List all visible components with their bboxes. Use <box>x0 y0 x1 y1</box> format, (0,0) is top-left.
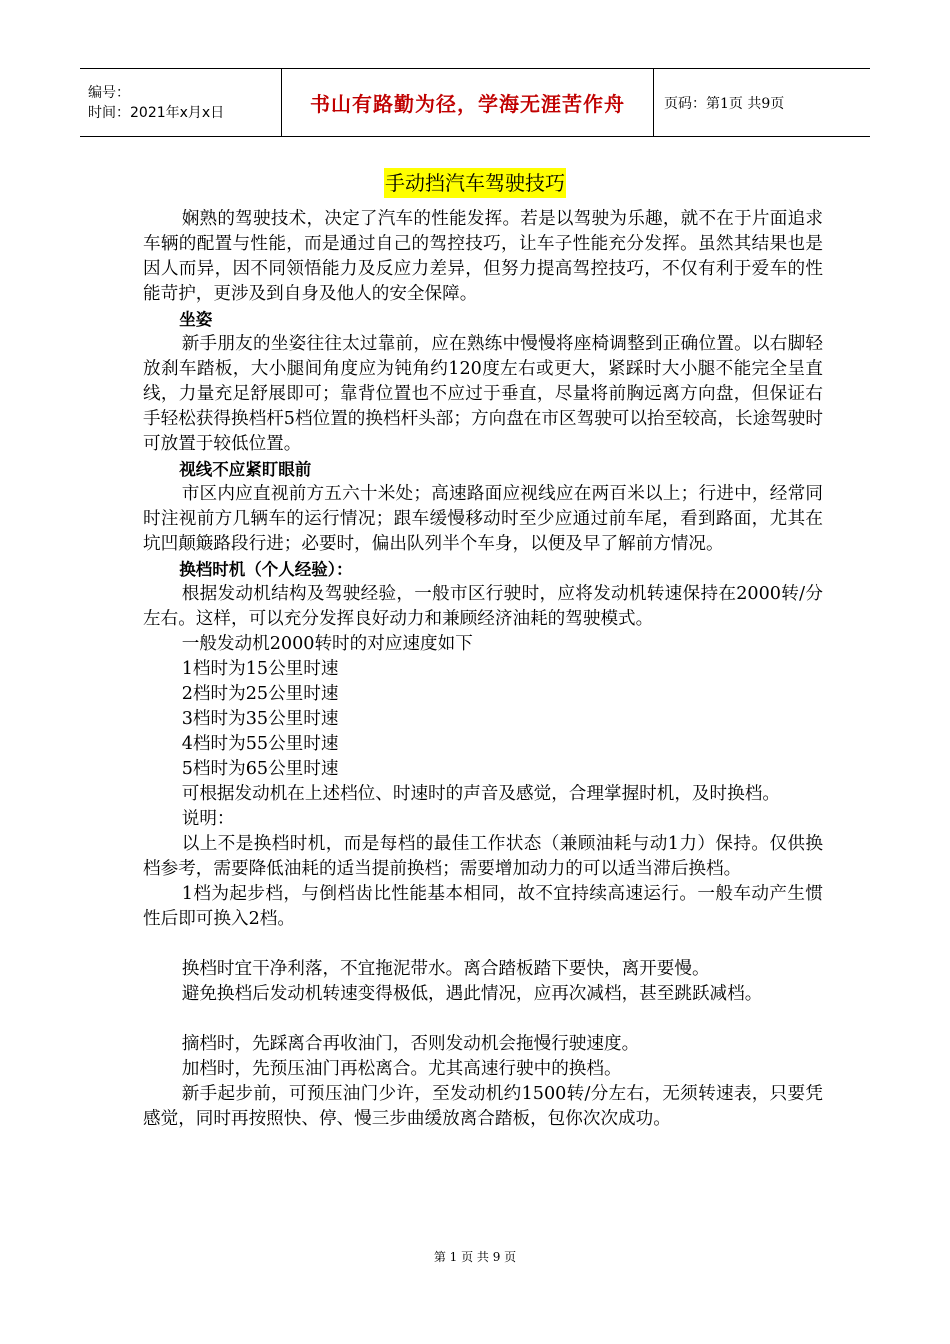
page-footer: 第 1 页 共 9 页 <box>433 1250 517 1264</box>
paragraph: 根据发动机结构及驾驶经验，一般市区行驶时，应将发动机转速保持在2000转/分左右。这样，可以充分发挥良好动力和兼顾经济油耗的驾驶模式。 <box>143 584 823 629</box>
blank-line <box>143 1007 823 1032</box>
document-time: 时间：2021年x月x日 <box>88 104 225 121</box>
paragraph: 换档时宜干净利落，不宜拖泥带水。离合踏板踏下要快，离开要慢。 <box>181 959 710 979</box>
paragraph: 1档时为15公里时速 <box>181 659 339 679</box>
blank-line <box>143 932 823 957</box>
section-heading: 视线不应紧盯眼前 <box>179 460 312 479</box>
paragraph: 一般发动机2000转时的对应速度如下 <box>181 634 473 654</box>
paragraph: 娴熟的驾驶技术，决定了汽车的性能发挥。若是以驾驶为乐趣，就不在于片面追求车辆的配置与性能，而是通过自己的驾控技巧，让车子性能充分发挥。虽然其结果也是因人而异，因不同领悟能力及反应力差异，但努力提高驾控技巧，不仅有利于爱车的性能苛护，更涉及到自身及他人的安全保障。 <box>143 209 823 304</box>
document-title: 手动挡汽车驾驶技巧 <box>384 168 566 198</box>
paragraph: 新手朋友的坐姿往往太过靠前，应在熟练中慢慢将座椅调整到正确位置。以右脚轻放刹车踏板，大小腿间角度应为钝角约120度左右或更大，紧踩时大小腿不能完全呈直线，力量充足舒展即可；靠背位置也不应过于垂直，尽量将前胸远离方向盘，但保证右手轻松获得换档杆5档位置的换档杆头部；方向盘在市区驾驶可以抬至较高，长途驾驶时可放置于较低位置。 <box>143 334 823 454</box>
paragraph: 可根据发动机在上述档位、时速时的声音及感觉，合理掌握时机，及时换档。 <box>181 784 780 804</box>
page-header <box>80 68 870 137</box>
paragraph: 避免换档后发动机转速变得极低，遇此情况，应再次减档，甚至跳跃减档。 <box>181 984 763 1004</box>
header-meta-cell <box>80 69 282 136</box>
paragraph: 加档时，先预压油门再松离合。尤其高速行驶中的换档。 <box>181 1059 622 1079</box>
paragraph: 市区内应直视前方五六十米处；高速路面应视线应在两百米以上；行进中，经常同时注视前方几辆车的运行情况；跟车缓慢移动时至少应通过前车尾，看到路面，尤其在坑凹颠簸路段行进；必要时，偏出队列半个车身，以便及早了解前方情况。 <box>143 484 823 554</box>
paragraph: 说明： <box>181 809 235 829</box>
paragraph: 新手起步前，可预压油门少许，至发动机约1500转/分左右，无须转速表，只要凭感觉，同时再按照快、停、慢三步曲缓放离合踏板，包你次次成功。 <box>143 1084 823 1129</box>
paragraph: 3档时为35公里时速 <box>181 709 339 729</box>
title-row <box>0 168 950 198</box>
paragraph: 以上不是换档时机，而是每档的最佳工作状态（兼顾油耗与动1力）保持。仅供换档参考，需要降低油耗的适当提前换档；需要增加动力的可以适当滞后换档。 <box>143 834 823 879</box>
section-heading: 换档时机（个人经验）： <box>179 560 353 579</box>
header-motto: 书山有路勤为径，学海无涯苦作舟 <box>282 69 654 136</box>
document-body <box>143 207 823 1132</box>
paragraph: 5档时为65公里时速 <box>181 759 339 779</box>
section-heading: 坐姿 <box>179 310 213 329</box>
paragraph: 2档时为25公里时速 <box>181 684 339 704</box>
paragraph: 摘档时，先踩离合再收油门，否则发动机会拖慢行驶速度。 <box>181 1034 640 1054</box>
paragraph: 4档时为55公里时速 <box>181 734 339 754</box>
paragraph: 1档为起步档，与倒档齿比性能基本相同，故不宜持续高速运行。一般车动产生惯性后即可换入2档。 <box>143 884 823 929</box>
header-page-number: 页码：第1页 共9页 <box>664 95 785 112</box>
document-number: 编号： <box>88 84 130 101</box>
